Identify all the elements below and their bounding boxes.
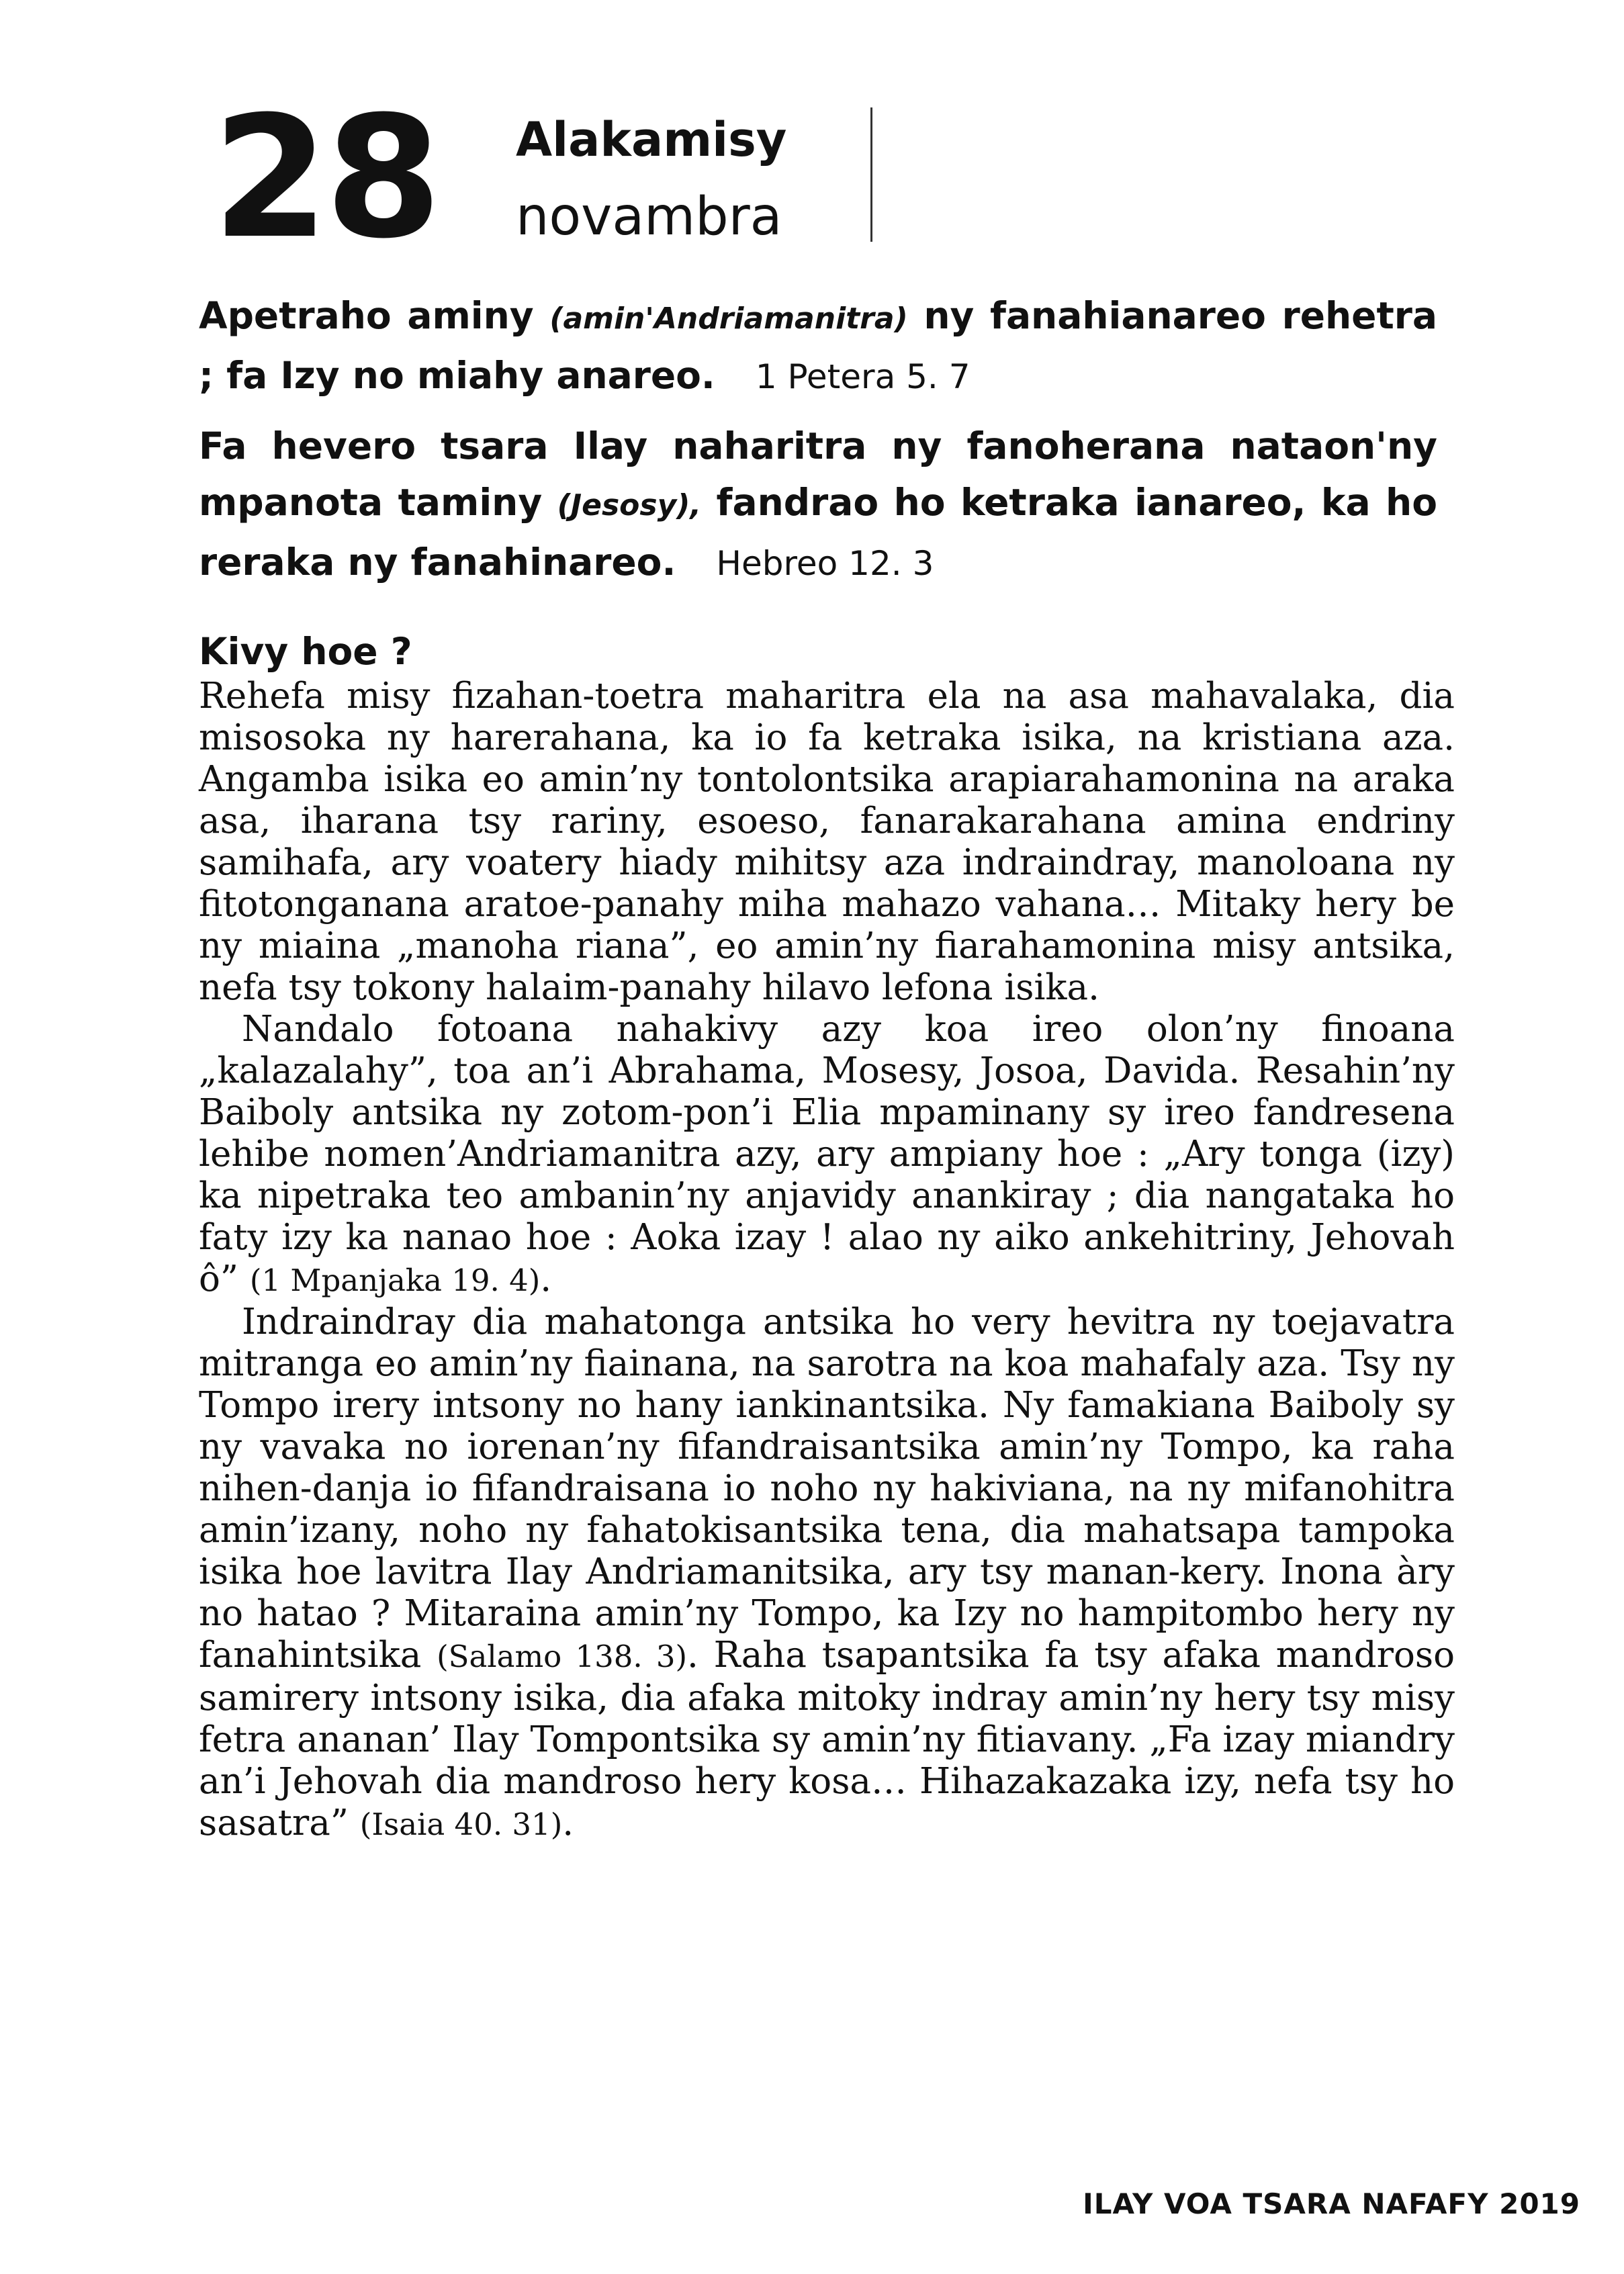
month: novambra: [516, 187, 782, 247]
verse-1-text-a: Apetraho aminy: [199, 294, 550, 337]
weekday: Alakamisy: [516, 112, 787, 167]
verse-1-text-b: ny fanahianareo rehetra ; fa Izy no miahy anareo.: [199, 294, 1438, 397]
verse-2-text-a: Fa hevero tsara Ilay naharitra ny fanoherana nataon'ny mpanota taminy: [199, 424, 1437, 524]
verse-2: [199, 418, 1437, 592]
paragraph-2: [199, 1009, 1455, 1302]
paragraph-3: [199, 1302, 1455, 1846]
paragraph-1: Rehefa misy fizahan-toetra maharitra ela na asa mahavalaka, dia misosoka ny harerahana, ka io fa ketraka isika, na kristiana aza. Angamba isika eo amin’ny tontolontsika arapiarahamonina na araka asa, iharana tsy rariny, esoeso, fanarakarahana amina endriny samihafa, ary voatery hiady mihitsy aza indraindray, manoloana ny fitotonganana aratoe-panahy miha mahazo vahana… Mitaky hery be ny miaina „manoha riana”, eo amin’ny fiarahamonina misy antsika, nefa tsy tokony halaim-panahy hilavo lefona isika.: [199, 676, 1455, 1008]
paragraph-3-text-a: Indraindray dia mahatonga antsika ho very hevitra ny toejavatra mitranga eo amin’ny fiainana, na sarotra na koa mahafaly aza. Tsy ny Tompo irery intsony no hany iankinantsika. Ny famakiana Baiboly sy ny vavaka no iorenan’ny fifandraisantsika amin’ny Tompo, ka raha nihen-danja io fifandraisana io noho ny hakiviana, na ny mifanohitra amin’izany, noho ny fahatokisantsika tena, dia mahatsapa tampoka isika hoe lavitra Ilay Andriamanitsika, ary tsy manan-kery. Inona àry no hatao ? Mitaraina amin’ny Tompo, ka Izy no hampitombo hery ny fanahintsika: [199, 1302, 1455, 1676]
paragraph-3-text-b: . Raha tsapantsika fa tsy afaka mandroso samirery intsony isika, dia afaka mitoky indray amin’ny hery tsy misy fetra ananan’ Ilay Tompontsika sy amin’ny fitiavany. „Fa izay miandry an’i Jehovah dia mandroso hery kosa… Hihazakazaka izy, nefa tsy ho sasatra”: [199, 1635, 1455, 1844]
date-header: [212, 80, 891, 275]
paragraph-2-citation: (1 Mpanjaka 19. 4): [249, 1263, 541, 1298]
section-heading: Kivy hoe ?: [199, 630, 412, 673]
paragraph-2-end: .: [540, 1259, 552, 1300]
verse-2-text-b: fandrao ho ketraka ianareo, ka ho reraka ny fanahinareo.: [199, 481, 1437, 584]
verse-2-gloss: (Jesosy),: [557, 488, 702, 522]
verse-1: [199, 287, 1437, 405]
paragraph-3-citation-2: (Isaia 40. 31): [359, 1807, 563, 1842]
verse-1-reference: 1 Petera 5. 7: [755, 357, 971, 396]
paragraph-3-citation-1: (Salamo 138. 3): [437, 1639, 687, 1674]
footer-title: ILAY VOA TSARA NAFAFY 2019: [1083, 2187, 1580, 2220]
meditation-body: [199, 676, 1455, 1846]
verse-1-gloss: (amin'Andriamanitra): [549, 302, 908, 336]
verse-2-reference: Hebreo 12. 3: [716, 544, 934, 583]
day-number: 28: [212, 80, 438, 275]
paragraph-3-end: .: [562, 1803, 574, 1844]
header-divider: [870, 107, 872, 242]
paragraph-2-text: Nandalo fotoana nahakivy azy koa ireo olon’ny finoana „kalazalahy”, toa an’i Abrahama, Mosesy, Josoa, Davida. Resahin’ny Baiboly antsika ny zotom-pon’i Elia mpaminany sy ireo fandresena lehibe nomen’Andriamanitra azy, ary ampiany hoe : „Ary tonga (izy) ka nipetraka teo ambanin’ny anjavidy anankiray ; dia nangataka ho faty izy ka nanao hoe : Aoka izay ! alao ny aiko ankehitriny, Jehovah ô”: [199, 1009, 1455, 1300]
